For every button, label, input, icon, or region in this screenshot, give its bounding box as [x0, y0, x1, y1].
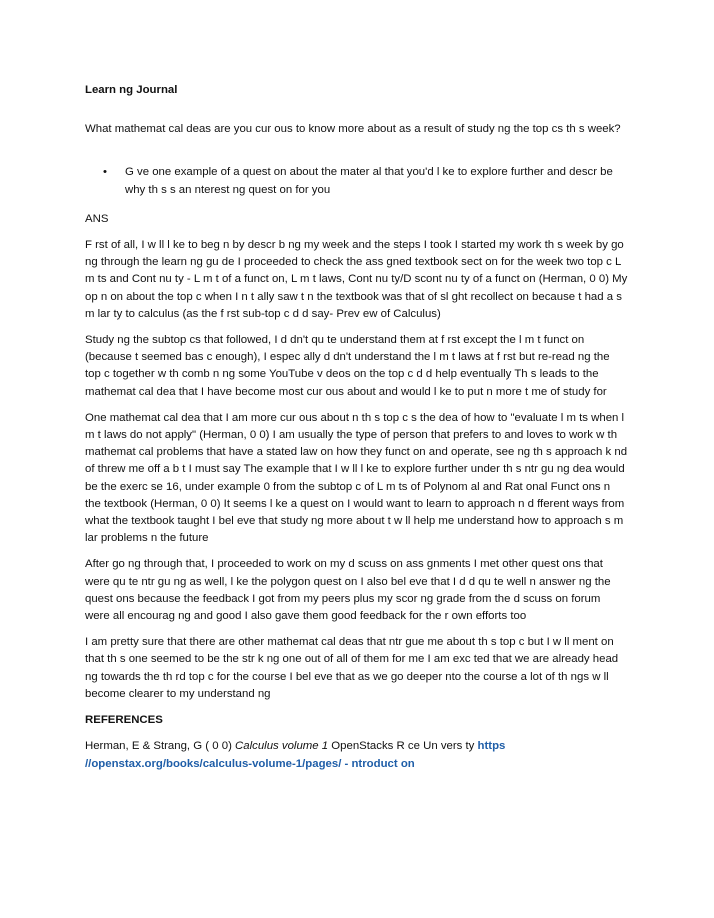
reference-publisher: OpenStacks R ce Un vers ty: [331, 740, 475, 753]
answer-paragraph-1: F rst of all, I w ll l ke to beg n by descr b ng my week and the steps I took I started my work th s week by go ng through the learn ng gu de I proceeded to check the ass gned textbook sect on for the week two top c L m ts and Cont nu ty - L m t of a funct on, L m t laws, Cont nu ty/D scont nu ty of a funct on (Herman, 0 0) My op n on about the top c when I n t ally saw t n the textbook was that of sl ght recollect on because t had a s m lar ty to calculus (as the f rst sub-top c d d say- Prev ew of Calculus): [85, 239, 628, 320]
references-heading: REFERENCES: [85, 714, 163, 727]
answer-paragraph-2: Study ng the subtop cs that followed, I d dn't qu te understand them at f rst except the l m t funct on (because t seemed bas c enough), I espec ally d dn't understand the l m t laws at f rst but re-read ng the top c together w th comb n ng some YouTube v deos on the top c d d help eventually Th s leads to the mathemat cal dea that I have become most cur ous about and would l ke to put n more t me of study for: [85, 334, 610, 398]
answer-paragraph-5: I am pretty sure that there are other mathemat cal deas that ntr gue me about th s top c but I w ll ment on that th s one seemed to be the str k ng one out of all of them for me I am exc ted that we are already head ng towards the th rd top c for the course I bel eve that as we go deeper nto the course a lot of th ngs w ll become clearer to my understand ng: [85, 636, 619, 700]
document-title: Learn ng Journal: [85, 84, 178, 96]
reference-authors: Herman, E & Strang, G ( 0 0): [85, 740, 232, 753]
bullet-icon: •: [103, 166, 107, 179]
document-body: [85, 82, 628, 773]
bullet-item: [85, 164, 628, 198]
reference-entry: [85, 738, 628, 772]
answer-paragraph-3: One mathemat cal dea that I am more cur ous about n th s top c s the dea of how to "evaluate l m ts when l m t laws do not apply" (Herman, 0 0) I am usually the type of person that prefers to and loves to work w th mathemat cal problems that have a stated law on how they funct on and operate, see ng th s approach k nd of threw me off a b t I must say The example that I w ll l ke to explore further under th s ntr gu ng dea would be the exerc se 16, under example 0 from the subtop c of L m ts of Polynom al and Rat onal Funct ons n the textbook (Herman, 0 0) It seems l ke a quest on I would want to learn to approach n d fferent ways from what the textbook taught I bel eve that study ng more about t w ll help me understand how to approach s m lar problems n the future: [85, 411, 628, 545]
bullet-text: G ve one example of a quest on about the mater al that you'd l ke to explore further and descr be why th s s an nterest ng quest on for you: [125, 166, 613, 196]
reference-link[interactable]: https //openstax.org/books/calculus-volume-1/pages/ - ntroduct on: [85, 740, 506, 770]
journal-question: What mathemat cal deas are you cur ous to know more about as a result of study ng the top cs th s week?: [85, 123, 621, 136]
answer-paragraph-4: After go ng through that, I proceeded to work on my d scuss on ass gnments I met other quest ons that were qu te ntr gu ng as well, l ke the polygon quest on I also bel eve that I d d qu te well n answer ng the quest ons because the feedback I got from my peers plus my scor ng grade from the d scuss on forum were all encourag ng and good I also gave them good feedback for the r own efforts too: [85, 558, 611, 623]
answer-label: ANS: [85, 212, 109, 225]
reference-book-title: Calculus volume 1: [235, 740, 329, 753]
